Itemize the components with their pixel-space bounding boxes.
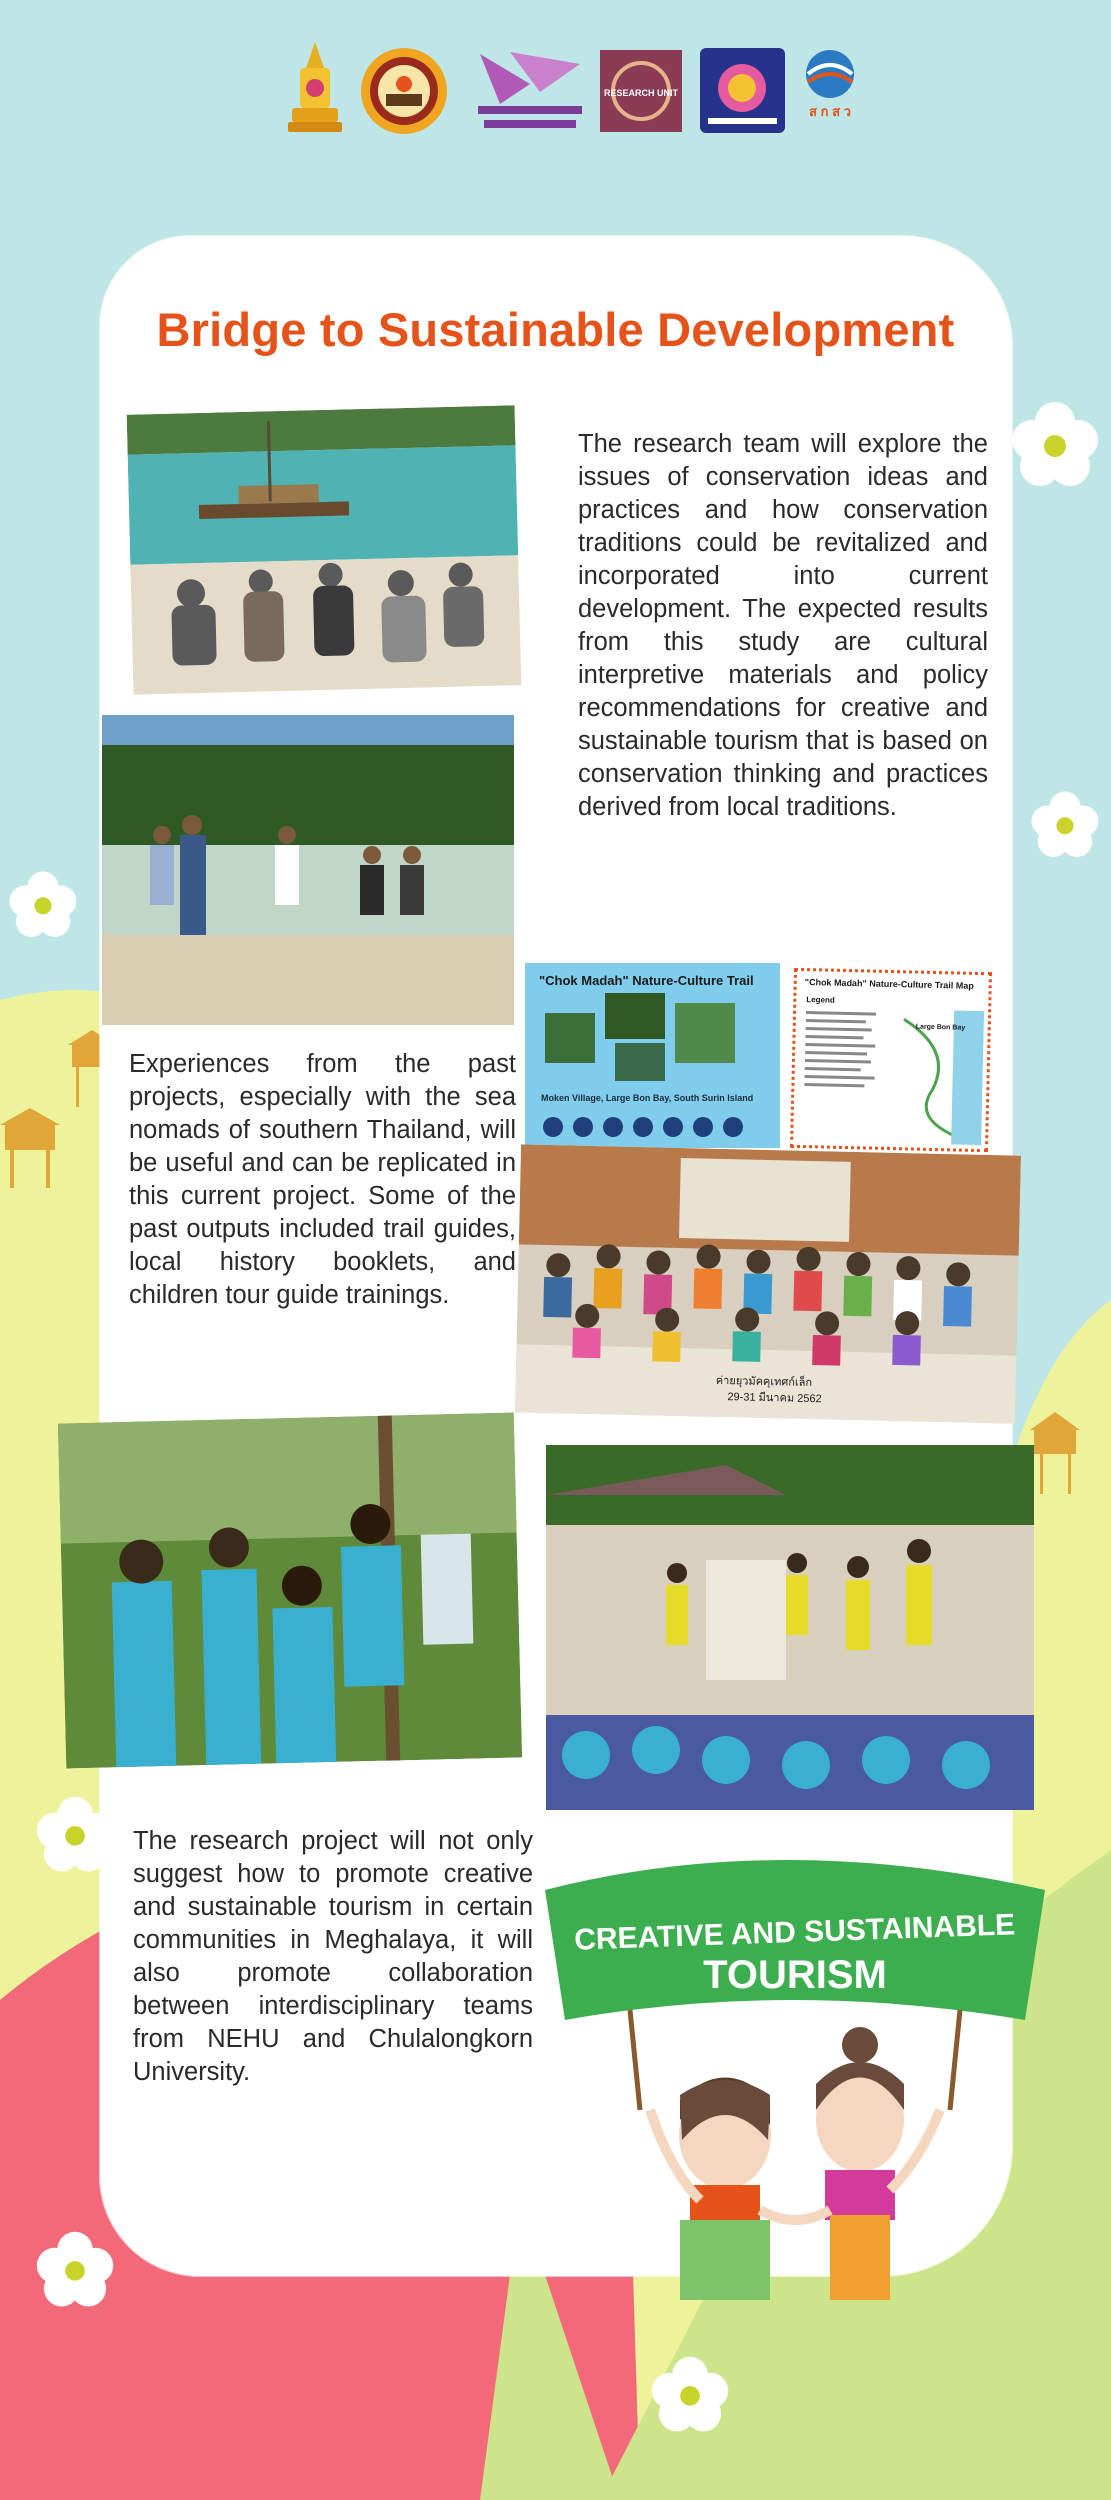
group-photo-caption-line-2: 29-31 มีนาคม 2562 [727, 1391, 822, 1406]
research-unit-logo-text: RESEARCH UNIT [603, 88, 679, 98]
flower-icon [1010, 400, 1100, 490]
flower-icon [35, 2230, 115, 2310]
trail-brochure-subtitle: Moken Village, Large Bon Bay, South Surin Island [541, 1093, 754, 1103]
logo-row [0, 40, 1111, 150]
photo-group-training [515, 1144, 1021, 1423]
photo-shallow-water [102, 715, 514, 1025]
social-research-institute-logo-icon [470, 44, 588, 136]
nehu-emblem-icon [358, 46, 450, 136]
ethnicity-research-logo-icon [700, 48, 785, 133]
trail-map-legend: Legend [806, 995, 835, 1005]
poster-title: Bridge to Sustainable Development [156, 303, 955, 356]
trail-map-title: "Chok Madah" Nature-Culture Trail Map [804, 977, 974, 991]
flower-icon [650, 2355, 730, 2435]
banner-line-1: CREATIVE AND SUSTAINABLE [573, 1908, 1016, 1957]
trail-map-bay-label: Large Bon Bay [915, 1023, 966, 1032]
chulalongkorn-emblem-icon [284, 40, 346, 135]
paragraph-past-projects: Experiences from the past projects, especially with the sea nomads of southern Thailand, will be useful and can be replicated in this current project. Some of the past outputs included trail guides, local history booklets, and children tour guide trainings. [129, 1050, 516, 1309]
trail-brochure-title: "Chok Madah" Nature-Culture Trail [539, 973, 754, 988]
trail-brochure [525, 963, 780, 1148]
research-unit-logo-icon [600, 50, 682, 132]
paragraph-research-explore: The research team will explore the issues of conservation ideas and practices and how conservation traditions could be revitalized and incorporated into current development. The expected results from this study are cultural interpretive materials and policy recommendations for creative and sustainable tourism that is based on conservation thinking and practices derived from local traditions. [578, 430, 988, 821]
banner-line-2: TOURISM [703, 1953, 887, 1997]
flower-icon [8, 870, 78, 940]
photo-outdoor-presentation [546, 1445, 1034, 1810]
paragraph-collaboration: The research project will not only suggest how to promote creative and sustainable tourism in certain communities in Meghalaya, it will also promote collaboration between interdisciplinary teams from NEHU and Chulalongkorn University. [133, 1827, 533, 2086]
tsri-logo-text: ส ก ส ว [809, 104, 851, 119]
photo-beach-group [127, 405, 522, 694]
flower-icon [1030, 790, 1100, 860]
tourism-banner-illustration [540, 1840, 1050, 2320]
trail-map [790, 968, 992, 1152]
photo-forest-children [58, 1412, 522, 1768]
group-photo-caption-line-1: ค่ายยุวมัคคุเทศก์เล็ก [715, 1374, 813, 1390]
tsri-logo-icon [800, 46, 860, 134]
